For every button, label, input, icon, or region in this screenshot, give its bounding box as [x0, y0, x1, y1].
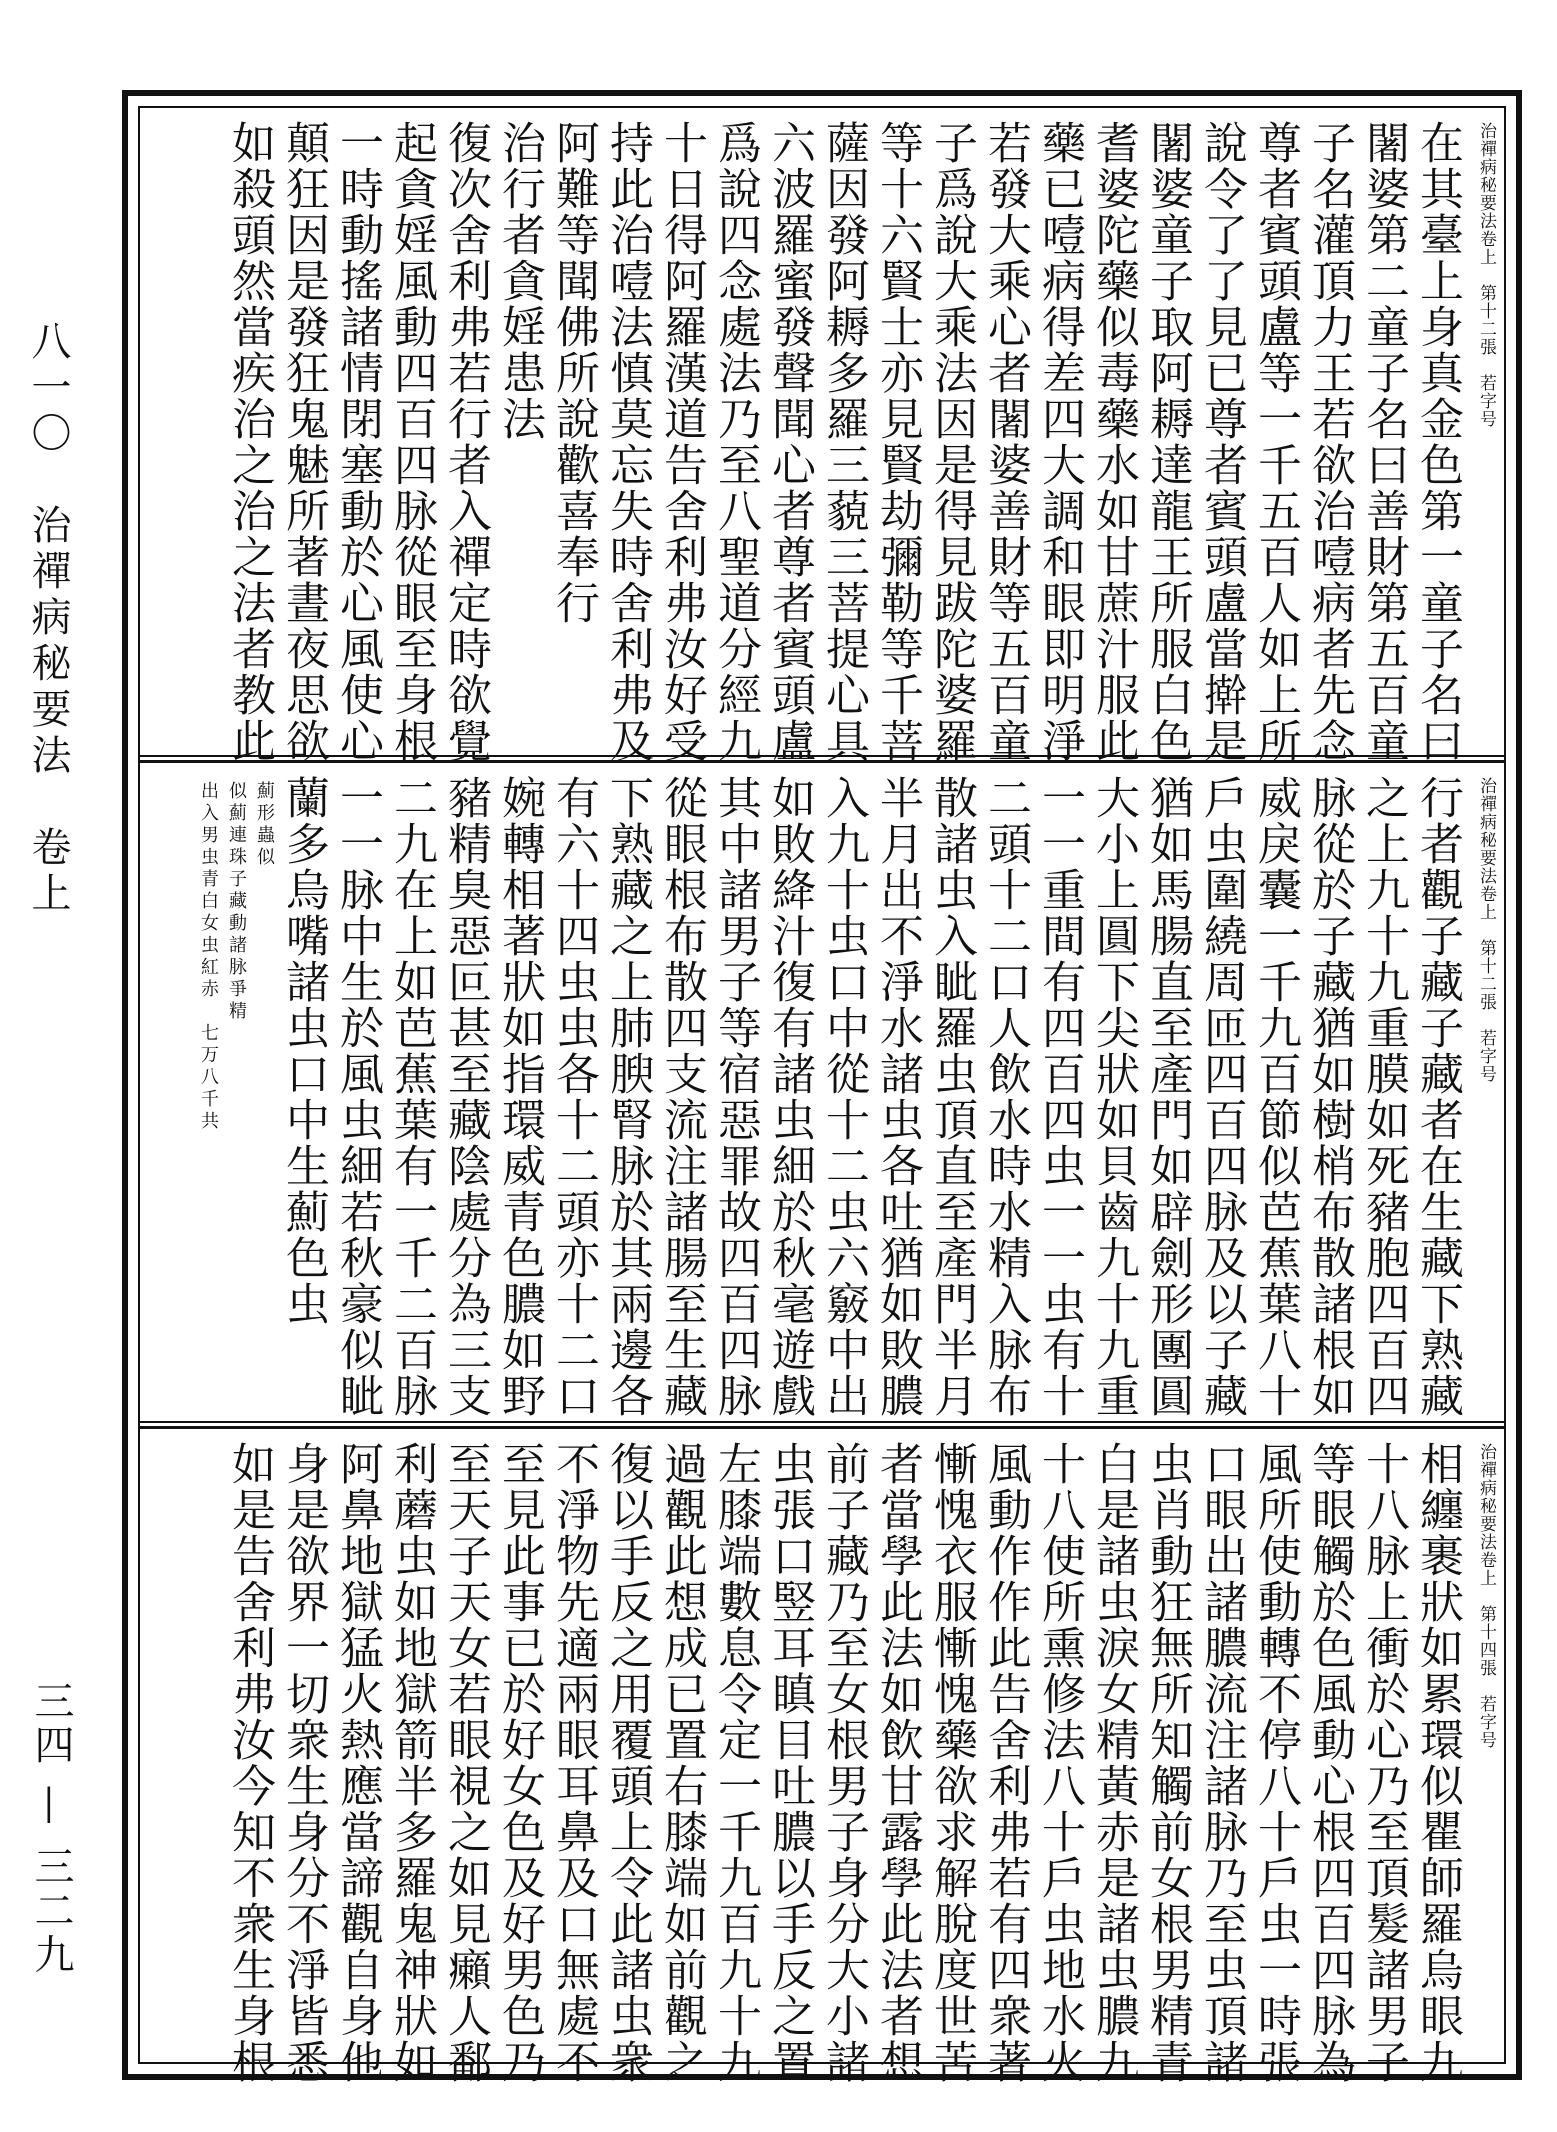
panel-header: 治禪病秘要法卷上 第十二張 若字号	[1476, 777, 1496, 1083]
text-column: 爲說四念處法乃至八聖道分經九	[710, 120, 761, 764]
text-column: 顛狂因是發狂鬼魅所著晝夜思欲	[278, 120, 329, 764]
text-column: 威戾囊一千九百節似芭蕉葉八十	[1250, 775, 1301, 1419]
text-column: 其中諸男子等宿惡罪故四百四脉	[710, 775, 761, 1419]
annotation-column: 似薊連珠子藏動諸脉爭精	[226, 781, 247, 1023]
text-column: 虫肖動狂無所知觸前女根男精青	[1142, 1441, 1193, 2085]
text-column: 闍婆第二童子名曰善財第五百童	[1358, 120, 1409, 764]
text-panel-1	[140, 108, 1504, 764]
text-column: 等十六賢士亦見賢劫彌勒等千菩	[872, 120, 923, 764]
text-column: 過觀此想成已置右膝端如前觀之	[656, 1441, 707, 2085]
text-column: 大小上圓下尖狀如貝齒九十九重	[1088, 775, 1139, 1419]
text-column: 等眼觸於色風動心根四百四脉為	[1304, 1441, 1355, 2085]
text-column: 如是告舍利弗汝今知不衆生身根	[224, 1441, 275, 2085]
text-column: 白是諸虫淚女精黃赤是諸虫膿九	[1088, 1441, 1139, 2085]
text-column: 一一脉中生於風虫細若秋豪似眦	[332, 775, 383, 1419]
annotation-column: 薊形蟲似	[254, 781, 275, 869]
page-frame-inner	[138, 106, 1506, 2085]
text-column: 下熟藏之上肺腴腎脉於其兩邊各	[602, 775, 653, 1419]
text-column: 起貪婬風動四百四脉從眼至身根	[386, 120, 437, 764]
text-column: 不淨物先適兩眼耳鼻及口無處不	[548, 1441, 599, 2085]
text-column: 前子藏乃至女根男子身分大小諸	[818, 1441, 869, 2085]
margin-title: 八一〇 治禪病秘要法 卷上	[25, 320, 71, 918]
text-column: 從眼根布散四支流注諸腸至生藏	[656, 775, 707, 1419]
text-column: 十八脉上衝於心乃至頂髮諸男子	[1358, 1441, 1409, 2085]
panel-header: 治禪病秘要法卷上 第十二張 若字号	[1476, 122, 1496, 428]
text-column: 在其臺上身真金色第一童子名曰	[1412, 120, 1463, 764]
text-column: 身是欲界一切衆生身分不淨皆悉	[278, 1441, 329, 2085]
text-column: 子名灌頂力王若欲治噎病者先念	[1304, 120, 1355, 764]
text-column: 散諸虫入眦羅虫頂直至產門半月	[926, 775, 977, 1419]
text-column: 薩因發阿耨多羅三藐三菩提心具	[818, 120, 869, 764]
text-column: 治行者貪婬患法	[494, 120, 545, 442]
text-column: 者當學此法如飲甘露學此法者想	[872, 1441, 923, 2085]
text-panel-3	[140, 1426, 1504, 2085]
text-column: 如殺頭然當疾治之治之法者教此	[224, 120, 275, 764]
text-column: 十八使所熏修法八十戶虫地水火	[1034, 1441, 1085, 2085]
text-column: 阿難等聞佛所說歡喜奉行	[548, 120, 599, 626]
text-column: 慚愧衣服慚愧藥欲求解脫度世苦	[926, 1441, 977, 2085]
text-column: 行者觀子藏子藏者在生藏下熟藏	[1412, 775, 1463, 1419]
text-column: 阿鼻地獄猛火熱應當諦觀自身他	[332, 1441, 383, 2085]
text-column: 風動作作此告舍利弗若有四衆著	[980, 1441, 1031, 2085]
text-column: 有六十四虫虫各十二頭亦十二口	[548, 775, 599, 1419]
text-column: 尊者賓頭盧等一千五百人如上所	[1250, 120, 1301, 764]
text-column: 戶虫圍繞周匝四百四脉及以子藏	[1196, 775, 1247, 1419]
text-column: 利蘑虫如地獄箭半多羅鬼神狀如	[386, 1441, 437, 2085]
text-column: 入九十虫口中從十二虫六竅中出	[818, 775, 869, 1419]
text-column: 豬精臭惡叵甚至藏陰處分為三支	[440, 775, 491, 1419]
text-column: 半月出不淨水諸虫各吐猶如敗膿	[872, 775, 923, 1419]
panel-divider	[140, 755, 1504, 757]
text-column: 耆婆陀藥似毒藥水如甘蔗汁服此	[1088, 120, 1139, 764]
text-column: 婉轉相著狀如指環威青色膿如野	[494, 775, 545, 1419]
text-column: 一時動搖諸情閉塞動於心風使心	[332, 120, 383, 764]
text-column: 至天子天女若眼視之如見癩人鄱	[440, 1441, 491, 2085]
text-column: 虫張口竪耳瞋目吐膿以手反之置	[764, 1441, 815, 2085]
page-frame	[122, 90, 1522, 2085]
text-column: 蘭多烏嘴諸虫口中生薊色虫	[278, 775, 329, 1327]
text-column: 子爲說大乘法因是得見跋陀婆羅	[926, 120, 977, 764]
text-column: 藥已噎病得差四大調和眼即明淨	[1034, 120, 1085, 764]
text-column: 若發大乘心者闍婆善財等五百童	[980, 120, 1031, 764]
text-column: 六波羅蜜發聲聞心者尊者賓頭盧	[764, 120, 815, 764]
text-column: 口眼出諸膿流注諸脉乃至虫頂諸	[1196, 1441, 1247, 2085]
page-number: 三四 — 三二九	[28, 1680, 74, 1978]
text-column: 猶如馬腸直至產門如辟劍形團圓	[1142, 775, 1193, 1419]
panel-divider	[140, 1421, 1504, 1423]
text-column: 說令了了見已尊者賓頭盧當擀是	[1196, 120, 1247, 764]
text-column: 相纏裹狀如累環似瞿師羅烏眼九	[1412, 1441, 1463, 2085]
text-column: 二九在上如芭蕉葉有一千二百脉	[386, 775, 437, 1419]
text-column: 十日得阿羅漢道告舍利弗汝好受	[656, 120, 707, 764]
text-panel-2	[140, 760, 1504, 1419]
text-column: 如敗絳汁復有諸虫細於秋毫遊戲	[764, 775, 815, 1419]
annotation-column: 出入男虫青白女虫紅赤 七万八千共	[198, 781, 219, 1133]
text-column: 左膝端數息令定一千九百九十九	[710, 1441, 761, 2085]
text-column: 復次舍利弗若行者入禪定時欲覺	[440, 120, 491, 764]
panel-header: 治禪病秘要法卷上 第十四張 若字号	[1476, 1443, 1496, 1749]
text-column: 一一重間有四百四虫一一虫有十	[1034, 775, 1085, 1419]
text-column: 風所使動轉不停八十戶虫一時張	[1250, 1441, 1301, 2085]
text-column: 至見此事已於好女色及好男色乃	[494, 1441, 545, 2085]
text-column: 二頭十二口人飲水時水精入脉布	[980, 775, 1031, 1419]
text-column: 復以手反之用覆頭上令此諸虫衆	[602, 1441, 653, 2085]
text-column: 脉從於子藏猶如樹梢布散諸根如	[1304, 775, 1355, 1419]
text-column: 之上九十九重膜如死豬胞四百四	[1358, 775, 1409, 1419]
text-column: 持此治噎法慎莫忘失時舍利弗及	[602, 120, 653, 764]
text-column: 闍婆童子取阿耨達龍王所服白色	[1142, 120, 1193, 764]
